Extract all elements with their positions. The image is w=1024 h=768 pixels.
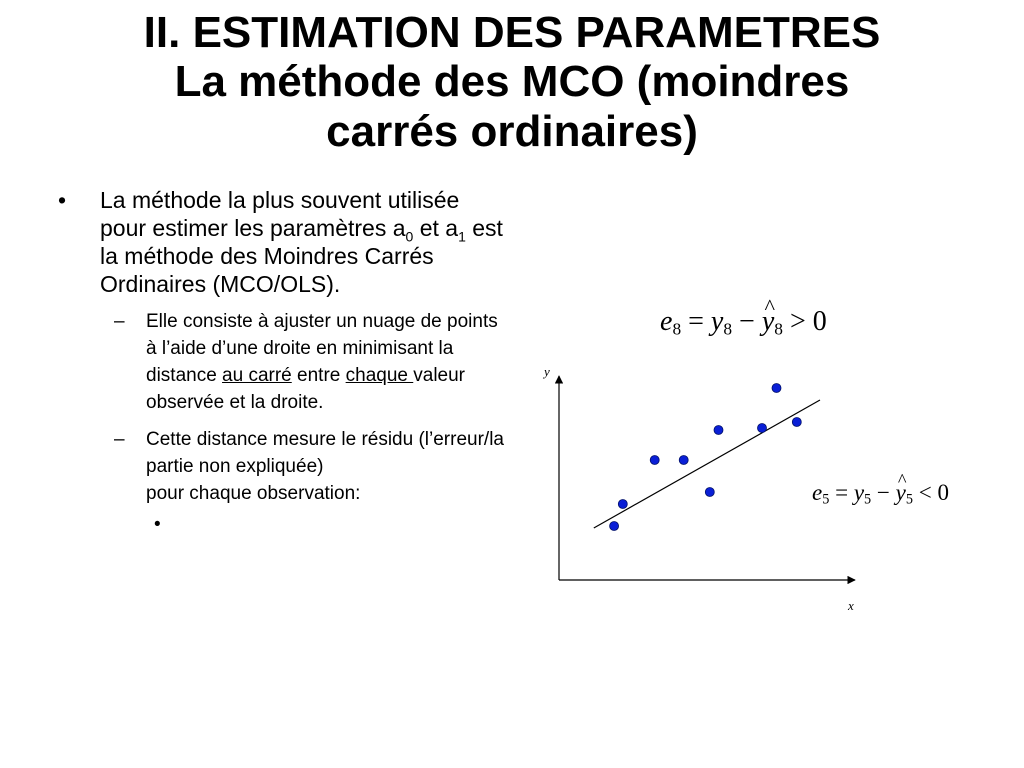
slide-title <box>40 8 984 156</box>
bullet-marker-small: • <box>154 514 161 535</box>
eq-relation: < 0 <box>913 480 949 505</box>
eq-equals: = <box>681 306 711 337</box>
eq-e: e <box>812 480 823 505</box>
scatter-plot <box>520 350 865 620</box>
eq-e: e <box>660 306 673 337</box>
equation-residual-8 <box>660 306 827 339</box>
title-line-3: carrés ordinaires) <box>326 106 698 156</box>
sub-bullet-2-line-2: pour chaque observation: <box>146 483 361 504</box>
eq-minus: − <box>871 480 896 505</box>
eq-index: 8 <box>774 319 783 339</box>
underlined-chaque: chaque <box>345 365 414 386</box>
eq-index: 5 <box>822 491 830 508</box>
regression-line <box>594 400 823 528</box>
dash-marker: – <box>114 311 125 332</box>
title-line-2: La méthode des MCO (moindres <box>174 57 850 107</box>
underlined-au-carre: au carré <box>222 365 292 386</box>
data-points <box>610 384 802 531</box>
data-point-3 <box>650 456 659 465</box>
title-line-1: II. ESTIMATION DES PARAMETRES <box>143 8 881 57</box>
subscript-1: 1 <box>458 228 466 245</box>
data-point-2 <box>618 500 627 509</box>
sub-bullet-1-text-3: valeur observée et la droite. <box>146 365 465 413</box>
eq-relation: > 0 <box>782 306 827 337</box>
sub-sub-bullet <box>58 511 508 538</box>
data-point-6 <box>714 426 723 435</box>
data-point-4 <box>679 456 688 465</box>
bullet-main <box>58 186 508 298</box>
eq-minus: − <box>732 306 762 337</box>
eq-y: y <box>710 306 724 337</box>
eq-index: 8 <box>723 319 733 339</box>
data-point-7 <box>758 424 767 433</box>
sub-bullet-1-text-1: Elle consiste à ajuster un nuage de points à l’aide d’une droite en minimisant la distance <box>146 311 498 386</box>
eq-y-hat: y ^ <box>896 480 906 506</box>
data-point-5 <box>705 488 714 497</box>
eq-y: y <box>853 480 865 505</box>
dash-marker: – <box>114 429 125 450</box>
bullet-marker: • <box>58 187 67 213</box>
x-axis-label: x <box>848 598 854 613</box>
bullet-main-text-1: La méthode la plus souvent utilisée pour estimer les paramètres a <box>100 187 460 241</box>
sub-bullet-2-line-1: Cette distance mesure le résidu (l’erreur/la partie non expliquée) <box>146 429 504 477</box>
bullet-content <box>58 186 508 538</box>
y-axis-label: y <box>544 364 550 379</box>
data-point-8 <box>772 384 781 393</box>
data-point-1 <box>610 522 619 531</box>
sub-bullet-2 <box>58 426 508 507</box>
bullet-main-text-3: est la méthode des Moindres Carrés Ordinaires (MCO/OLS). <box>100 215 503 297</box>
sub-bullet-1-text-2: entre <box>291 365 346 386</box>
eq-equals: = <box>829 480 854 505</box>
eq-y-hat: y ^ <box>762 306 774 338</box>
subscript-0: 0 <box>405 228 414 245</box>
eq-index: 5 <box>864 491 872 508</box>
eq-index: 8 <box>672 319 682 339</box>
data-point-9 <box>792 418 801 427</box>
sub-bullet-1 <box>58 308 508 416</box>
bullet-main-text-2: et a <box>413 215 459 241</box>
eq-index: 5 <box>905 491 913 508</box>
